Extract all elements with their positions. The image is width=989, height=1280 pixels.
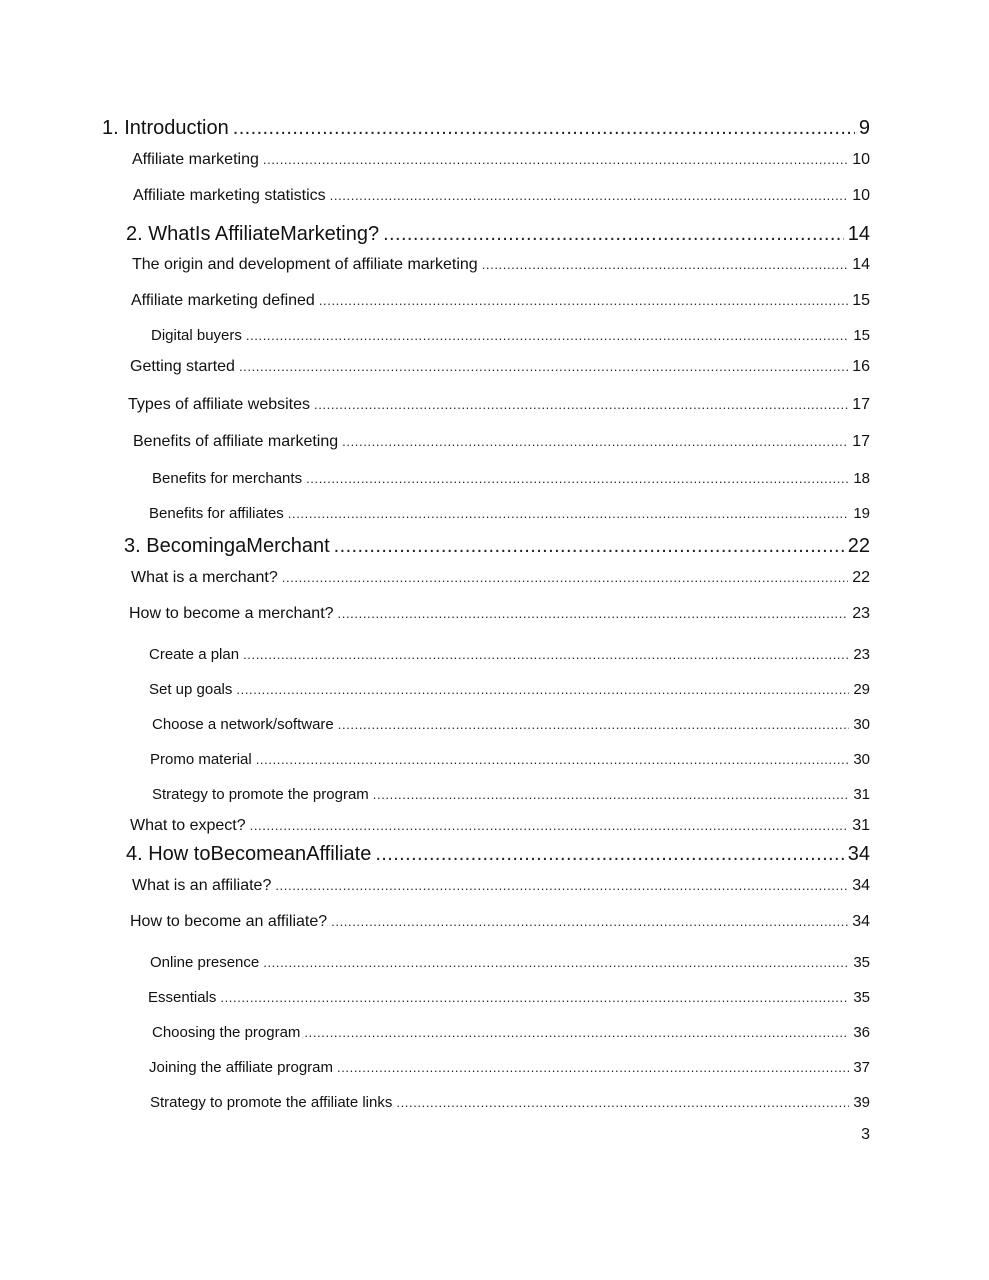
toc-entry-page: 23 <box>853 646 870 663</box>
toc-entry-essentials[interactable] <box>148 989 870 1008</box>
toc-entry-page: 19 <box>853 505 870 522</box>
toc-entry-page: 31 <box>852 817 870 834</box>
toc-dot-leader <box>239 359 848 374</box>
toc-entry-page: 14 <box>847 223 870 245</box>
toc-dot-leader <box>342 434 848 449</box>
toc-dot-leader <box>282 570 848 585</box>
toc-entry-page: 15 <box>852 292 870 309</box>
toc-entry-affiliate-marketing[interactable] <box>132 151 870 171</box>
toc-entry-page: 17 <box>852 396 870 413</box>
toc-entry-page: 23 <box>852 605 870 622</box>
toc-entry-page: 30 <box>853 751 870 768</box>
toc-dot-leader <box>375 843 843 866</box>
toc-entry-title: What to expect? <box>130 817 246 834</box>
toc-entry-what-is-affiliate-marketing[interactable] <box>126 223 870 249</box>
toc-entry-page: 34 <box>847 843 870 865</box>
toc-entry-title: 3. BecomingaMerchant <box>124 535 330 557</box>
toc-entry-title: Benefits of affiliate marketing <box>133 433 339 450</box>
toc-entry-origin-and-development[interactable] <box>132 256 870 276</box>
toc-dot-leader <box>246 328 849 343</box>
toc-entry-affiliate-marketing-statistics[interactable] <box>133 187 870 207</box>
page-number: 3 <box>861 1126 870 1143</box>
toc-dot-leader <box>482 257 849 272</box>
toc-entry-getting-started[interactable] <box>130 358 870 378</box>
toc-entry-page: 37 <box>853 1059 870 1076</box>
toc-entry-title: Affiliate marketing <box>132 151 259 168</box>
toc-entry-page: 30 <box>853 716 870 733</box>
toc-entry-title: Choose a network/software <box>152 716 334 733</box>
toc-entry-title: Types of affiliate websites <box>128 396 311 413</box>
toc-entry-introduction[interactable] <box>102 117 870 143</box>
toc-entry-title: Choosing the program <box>152 1024 301 1041</box>
toc-dot-leader <box>275 878 848 893</box>
toc-entry-title: 1. Introduction <box>102 117 229 139</box>
toc-dot-leader <box>383 223 844 246</box>
toc-entry-page: 35 <box>853 989 870 1006</box>
toc-dot-leader <box>306 471 849 486</box>
toc-dot-leader <box>331 914 848 929</box>
toc-dot-leader <box>396 1095 849 1110</box>
toc-entry-title: Strategy to promote the program <box>152 786 369 803</box>
toc-entry-page: 10 <box>852 151 870 168</box>
toc-entry-benefits-for-merchants[interactable] <box>152 470 870 489</box>
toc-entry-title: 4. How toBecomeanAffiliate <box>126 843 372 865</box>
toc-entry-page: 18 <box>853 470 870 487</box>
toc-entry-title: Set up goals <box>149 681 233 698</box>
toc-dot-leader <box>263 152 848 167</box>
toc-entry-create-a-plan[interactable] <box>149 646 870 665</box>
toc-entry-title: What is an affiliate? <box>132 877 272 894</box>
toc-entry-page: 10 <box>852 187 870 204</box>
toc-entry-page: 36 <box>853 1024 870 1041</box>
toc-entry-title: Digital buyers <box>151 327 242 344</box>
toc-dot-leader <box>319 293 848 308</box>
toc-entry-becoming-a-merchant[interactable] <box>124 535 870 561</box>
toc-entry-types-of-affiliate-websites[interactable] <box>128 396 870 416</box>
toc-entry-strategy-to-promote-the-program[interactable] <box>152 786 870 805</box>
toc-entry-page: 17 <box>852 433 870 450</box>
toc-dot-leader <box>220 990 849 1005</box>
toc-entry-how-to-become-an-affiliate-chapter[interactable] <box>126 843 870 869</box>
toc-entry-title: Getting started <box>130 358 235 375</box>
toc-entry-page: 39 <box>853 1094 870 1111</box>
toc-entry-page: 22 <box>847 535 870 557</box>
toc-entry-what-is-a-merchant[interactable] <box>131 569 870 589</box>
toc-entry-title: Online presence <box>150 954 260 971</box>
toc-entry-page: 34 <box>852 877 870 894</box>
toc-dot-leader <box>373 787 850 802</box>
toc-entry-page: 22 <box>852 569 870 586</box>
toc-dot-leader <box>314 397 848 412</box>
toc-dot-leader <box>330 188 849 203</box>
toc-entry-title: Affiliate marketing statistics <box>133 187 326 204</box>
toc-entry-title: Essentials <box>148 989 217 1006</box>
toc-dot-leader <box>250 818 849 833</box>
toc-entry-title: Benefits for affiliates <box>149 505 284 522</box>
toc-entry-page: 14 <box>852 256 870 273</box>
toc-entry-what-is-an-affiliate[interactable] <box>132 877 870 897</box>
toc-dot-leader <box>304 1025 849 1040</box>
toc-entry-title: 2. WhatIs AffiliateMarketing? <box>126 223 380 245</box>
toc-dot-leader <box>338 717 850 732</box>
toc-entry-benefits-for-affiliates[interactable] <box>149 505 870 524</box>
toc-entry-page: 31 <box>853 786 870 803</box>
toc-entry-title: How to become a merchant? <box>129 605 334 622</box>
toc-entry-joining-the-affiliate-program[interactable] <box>149 1059 870 1078</box>
toc-dot-leader <box>288 506 850 521</box>
toc-entry-promo-material[interactable] <box>150 751 870 770</box>
toc-entry-strategy-to-promote-the-affiliate-links[interactable] <box>150 1094 870 1113</box>
toc-dot-leader <box>263 955 849 970</box>
toc-entry-how-to-become-an-affiliate[interactable] <box>130 913 870 933</box>
toc-dot-leader <box>337 1060 849 1075</box>
toc-entry-page: 15 <box>853 327 870 344</box>
toc-entry-what-to-expect[interactable] <box>130 817 870 837</box>
toc-entry-page: 34 <box>852 913 870 930</box>
toc-entry-title: The origin and development of affiliate marketing <box>132 256 478 273</box>
toc-dot-leader <box>256 752 850 767</box>
toc-entry-title: Promo material <box>150 751 252 768</box>
toc-dot-leader <box>233 117 855 140</box>
toc-entry-choose-a-network-software[interactable] <box>152 716 870 735</box>
toc-entry-title: Benefits for merchants <box>152 470 303 487</box>
toc-entry-title: Affiliate marketing defined <box>131 292 315 309</box>
toc-entry-title: How to become an affiliate? <box>130 913 328 930</box>
toc-entry-title: Create a plan <box>149 646 240 663</box>
toc-dot-leader <box>243 647 849 662</box>
toc-entry-page: 29 <box>853 681 870 698</box>
toc-entry-page: 16 <box>852 358 870 375</box>
toc-entry-set-up-goals[interactable] <box>149 681 870 700</box>
toc-entry-online-presence[interactable] <box>150 954 870 973</box>
toc-entry-page: 35 <box>853 954 870 971</box>
toc-entry-choosing-the-program[interactable] <box>152 1024 870 1043</box>
toc-entry-title: Strategy to promote the affiliate links <box>150 1094 393 1111</box>
toc-dot-leader <box>338 606 849 621</box>
toc-entry-benefits-of-affiliate-marketing[interactable] <box>133 433 870 453</box>
toc-entry-title: Joining the affiliate program <box>149 1059 333 1076</box>
toc-entry-page: 9 <box>858 117 870 139</box>
toc-dot-leader <box>236 682 849 697</box>
toc-entry-title: What is a merchant? <box>131 569 278 586</box>
toc-entry-affiliate-marketing-defined[interactable] <box>131 292 870 312</box>
toc-dot-leader <box>334 535 844 558</box>
toc-entry-how-to-become-a-merchant[interactable] <box>129 605 870 625</box>
toc-entry-digital-buyers[interactable] <box>151 327 870 346</box>
